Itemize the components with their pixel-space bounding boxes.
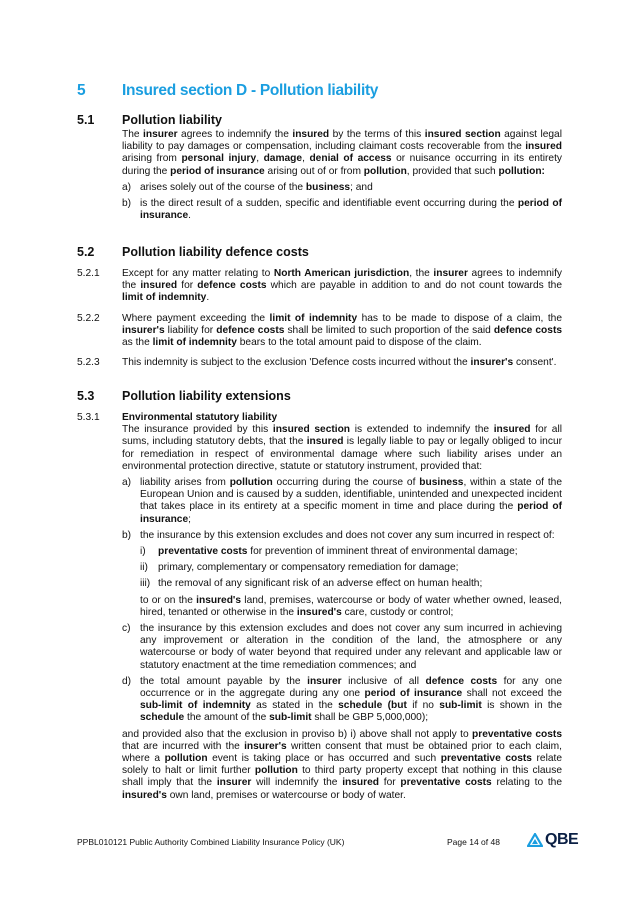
list-marker: iii)	[140, 578, 151, 590]
list-marker: i)	[140, 546, 146, 558]
subsection-number: 5.1	[77, 113, 95, 127]
defined-term: insured section	[272, 424, 351, 436]
qbe-logo-icon	[527, 833, 543, 847]
defined-term: pollution	[363, 165, 407, 177]
list-marker: c)	[122, 623, 131, 635]
defined-term: defence costs	[425, 675, 498, 687]
defined-term: pollution	[164, 753, 208, 765]
list-text: primary, complementary or compensatory remediation for damage;	[158, 562, 459, 574]
defined-term: schedule	[140, 712, 185, 724]
list-text: the removal of any significant risk of an adverse effect on human health;	[158, 578, 483, 590]
logo-wordmark: QBE	[545, 831, 579, 848]
list-text: the insurance by this extension excludes and does not cover any sum incurred in respect of:	[140, 529, 555, 541]
subsection-title: Pollution liability defence costs	[122, 245, 309, 259]
defined-term: insured section	[424, 129, 501, 140]
defined-term: pollution	[254, 765, 298, 777]
defined-term: insured	[140, 280, 178, 292]
defined-term: preventative costs	[440, 753, 532, 765]
footer-document-reference: PPBL010121 Public Authority Combined Liability Insurance Policy (UK)	[77, 837, 345, 847]
defined-term: business	[305, 181, 351, 193]
sub-list-item	[140, 546, 562, 558]
defined-term: damage	[263, 153, 303, 165]
defined-term: preventative costs	[472, 728, 562, 740]
defined-term: sub-limit of indemnity	[140, 700, 251, 712]
paragraph: The insurer agrees to indemnify the insured by the terms of this insured section against legal liability to pay damages or compensation, including claimant costs recoverable from the insured arising from personal injury, damage, denial of access or nuisance occurring in its entirety during the period of insurance arising out of or from pollution, provided that such pollution:	[122, 129, 563, 177]
list-item	[122, 676, 562, 725]
clause-number: 5.2.3	[77, 357, 100, 368]
clause-number: 5.3.1	[77, 412, 100, 423]
defined-term: personal injury	[181, 153, 257, 165]
paragraph: The insurance provided by this insured section is extended to indemnify the insured for all sums, including statutory debts, that the insured is legally liable to pay or legally obliged to incur for remediation in respect of environmental damage where such liability arises under an environmental protection directive, statute or statutory instrument, provided that:	[122, 424, 563, 472]
list-marker: d)	[122, 675, 132, 687]
clause-5-2-2: Where payment exceeding the limit of indemnity has to be made to dispose of a claim, the insurer's liability for defence costs shall be limited to such proportion of the said defence costs as the limit of indemnity bears to the total amount paid to dispose of the claim.	[122, 313, 563, 349]
subsection-title: Pollution liability	[122, 113, 222, 127]
defined-term: preventative costs	[400, 777, 492, 789]
clause-5-3-1	[122, 412, 562, 802]
clause-5-2-3: This indemnity is subject to the exclusion 'Defence costs incurred without the insurer's consent'.	[122, 357, 557, 368]
section-title: Insured section D - Pollution liability	[122, 82, 379, 99]
list-item	[122, 198, 562, 222]
list-text: liability arises from pollution occurring during the course of business, within a state of the European Union and is caused by a sudden, identifiable, unintended and unexpected incident that takes place in its entirety at a specific moment in time and place during the period of insurance;	[140, 477, 563, 525]
defined-term: defence costs	[197, 280, 267, 292]
list-item	[122, 182, 562, 194]
defined-term: insured	[342, 777, 379, 789]
list-marker: ii)	[140, 562, 148, 574]
defined-term: period of insurance	[140, 501, 563, 525]
defined-term: period of insurance	[140, 198, 562, 222]
defined-term: insured	[306, 436, 344, 448]
list-marker: a)	[122, 181, 132, 193]
defined-term: schedule (but	[338, 700, 407, 712]
defined-term: insured	[493, 424, 531, 436]
defined-term: limit of indemnity	[152, 337, 237, 349]
defined-term: insured's	[196, 594, 242, 606]
page-number: Page 14 of 48	[447, 837, 500, 847]
defined-term: insurer	[433, 268, 468, 279]
list-text: the total amount payable by the insurer inclusive of all defence costs for any one occurrence or in the aggregate during any one period of insurance shall not exceed the sub-limit of indemnity as stated in the schedule (but if no sub-limit is shown in the schedule the amount of the sub-limit shall be GBP 5,000,000);	[140, 675, 562, 724]
defined-term: pollution:	[498, 165, 545, 177]
list-text: arises solely out of the course of the business; and	[140, 181, 373, 193]
list-item	[122, 530, 562, 619]
defined-term: limit of indemnity	[269, 313, 358, 324]
defined-term: insurer's	[244, 740, 287, 752]
defined-term: preventative costs	[158, 546, 248, 558]
section-number: 5	[77, 82, 86, 99]
clause-title: Environmental statutory liability	[122, 412, 278, 423]
sub-list-item	[140, 562, 562, 574]
defined-term: limit of indemnity	[122, 292, 207, 304]
clause-number: 5.2.2	[77, 313, 100, 324]
list-tail: to or on the insured's land, premises, watercourse or body of water whether owned, leased, hired, tenanted or otherwise in the insured's care, custody or control;	[140, 594, 562, 618]
closing-paragraph: and provided also that the exclusion in proviso b) i) above shall not apply to preventative costs that are incurred with the insurer's written consent that must be obtained prior to each claim, where a pollution event is taking place or has occurred and such preventative costs relate solely to halt or limit further pollution to third party property except that nothing in this clause shall imply that the insurer will indemnify the insured for preventative costs relating to the insured's own land, premises or watercourse or body of water.	[122, 728, 563, 801]
subsection-number: 5.2	[77, 245, 95, 259]
sub-list-item	[140, 578, 562, 590]
clause-5-2-1: Except for any matter relating to North American jurisdiction, the insurer agrees to indemnify the insured for defence costs which are payable in addition to and do not count towards the limit of indemnity.	[122, 268, 563, 304]
defined-term: business	[419, 477, 464, 489]
clause-5-1-body	[122, 129, 562, 222]
defined-term: insured's	[296, 606, 342, 618]
defined-term: insured	[525, 141, 562, 153]
defined-term: defence costs	[216, 325, 285, 337]
list-marker: a)	[122, 477, 132, 489]
list-item	[122, 477, 562, 526]
defined-term: North American jurisdiction	[273, 268, 410, 279]
defined-term: insurer	[307, 675, 342, 687]
defined-term: insured	[292, 129, 330, 140]
qbe-logo	[527, 831, 578, 849]
defined-term: sub-limit	[439, 700, 482, 712]
list-text: is the direct result of a sudden, specific and identifiable event occurring during the period of insurance.	[140, 198, 562, 222]
defined-term: insurer's	[122, 325, 165, 337]
defined-term: insurer's	[470, 357, 514, 368]
defined-term: insurer	[143, 129, 178, 140]
list-item	[122, 623, 562, 672]
defined-term: insured's	[122, 789, 167, 801]
subsection-title: Pollution liability extensions	[122, 389, 291, 403]
clause-number: 5.2.1	[77, 268, 100, 279]
list-marker: b)	[122, 198, 132, 210]
defined-term: period of insurance	[364, 688, 463, 700]
subsection-number: 5.3	[77, 389, 95, 403]
defined-term: insurer	[216, 777, 252, 789]
list-marker: b)	[122, 529, 132, 541]
list-text: the insurance by this extension excludes and does not cover any sum incurred in achieving any improvement or alteration in the condition of the land, the atmosphere or any watercourse or body of water beyond that required under any relevant and applicable law or statutory enactment at the time remediation commences; and	[140, 623, 562, 671]
list-text: preventative costs for prevention of imminent threat of environmental damage;	[158, 546, 518, 558]
defined-term: denial of access	[309, 153, 392, 165]
defined-term: defence costs	[493, 325, 563, 337]
defined-term: sub-limit	[269, 712, 312, 724]
defined-term: pollution	[229, 477, 273, 489]
defined-term: period of insurance	[170, 165, 265, 177]
